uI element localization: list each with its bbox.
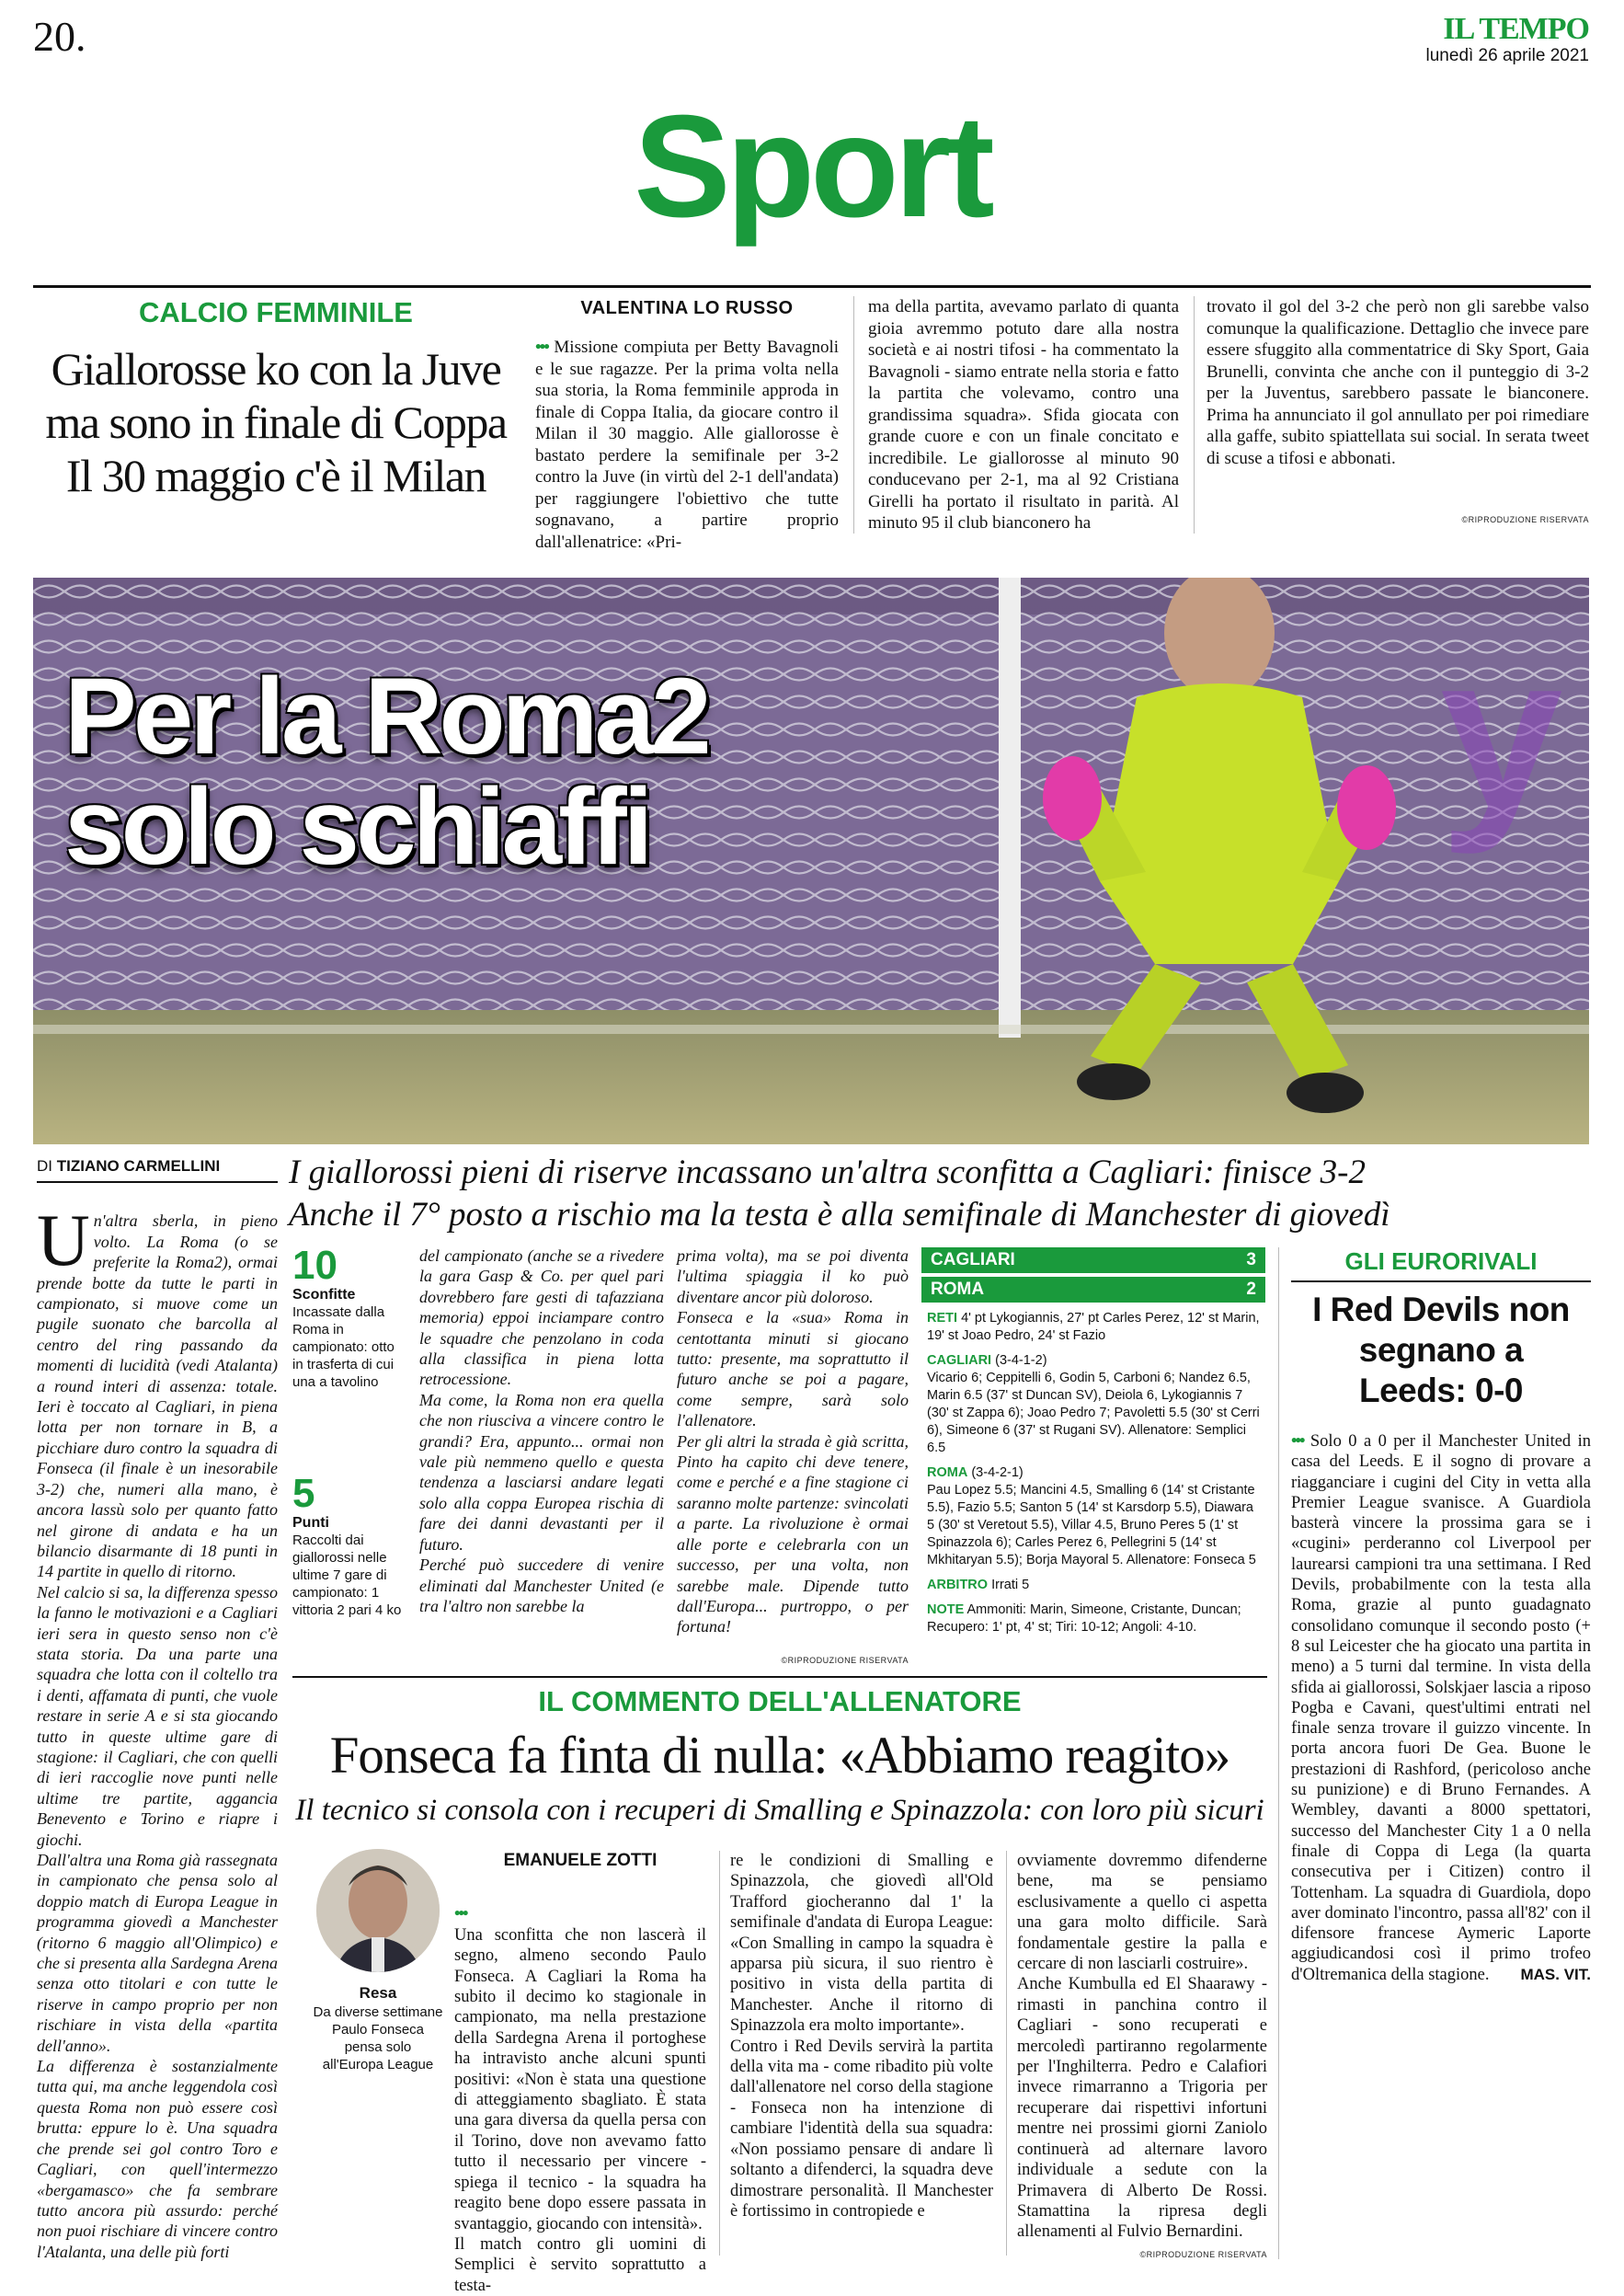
womens-col-1-text: Missione compiuta per Betty Bavagnoli e le sue ragazze. Per la prima volta nella sua storia, la Roma femminile approda in finale di Coppa Italia, da giocare contro il Milan il 30 maggio. Alle giallorosse è bastato perdere la semifinale per 3-2 contro la Juve (in virtù del 2-1 dell'andata) per raggiungere l'obiettivo che tutte sognavano, a partire proprio dall'allenatrice: «Pri- bbox=[535, 338, 840, 552]
coach-byline: EMANUELE ZOTTI bbox=[503, 1851, 658, 1870]
bullet-marker: ••• bbox=[454, 1905, 467, 1924]
scoreboard bbox=[921, 1247, 1265, 1636]
fonseca-portrait bbox=[316, 1849, 440, 1972]
dropcap: U bbox=[37, 1200, 90, 1282]
eurorivali-kicker: GLI EURORIVALI bbox=[1344, 1247, 1538, 1275]
main-col-1-text: n'altra sberla, in pieno volto. La Roma (o se preferite la Roma2), ormai prende botte da tutte le parti in campionato, si muove come un pugile suonato che barcolla al centro del ring passando da momenti di lucidità (vedi Atalanta) a round interi di assenza: totale. Ieri è toccato al Cagliari, in piena lotta per non tornare in B, a picchiare duro contro la squadra di Fonseca (il finale è un inesorabile 3-2) che, numeri alla mano, è ancora lassù solo per quanto fatto nel girone di andata e ha un bilancio disarmante di 18 punti in 14 partite in quello di ritorno. Nel calcio si sa, la differenza spesso la fanno le motivazioni e a Cagliari ieri sera in questo senso non c'è stata storia. Da una parte una squadra che lotta con il coltello tra i denti, affamata di punti, che vuole restare in serie A e si sta giocando tutto in queste ultime gare di stagione: il Cagliari, che con quelli di ieri raccoglie nove punti nelle ultime tre partite, aggancia Benevento e Torino e riapre i giochi. Dall'altra una Roma già rassegnata in campionato che pensa solo al doppio match di Europa League in programma giovedì a Manchester (ritorno 6 maggio all'Olimpico) e che si presenta alla Sardegna Arena senza otto titolari e con tutte le riserve in campo proprio per non rischiare in vista della «partita dell'anno». La differenza è sostanzialmente tutta qui, ma anche leggendola così questa Roma non può essere così brutta: eppure lo è. Una squadra che prende sei gol contro Toro e Cagliari, con quell'intermezzo «bergamasco» che fa sembrare tutto ancora più assurdo: perché non puoi rischiare di vincere contro l'Atalanta, una delle più forti bbox=[37, 1211, 278, 2261]
column-divider bbox=[853, 296, 854, 534]
byline-prefix: DI bbox=[37, 1157, 52, 1175]
copyright-note: ©RIPRODUZIONE RISERVATA bbox=[1139, 2250, 1267, 2259]
fonseca-avatar bbox=[316, 1849, 440, 1972]
stat-box-1 bbox=[292, 1243, 408, 1391]
roma-lineup: ROMA (3-4-2-1) Pau Lopez 5.5; Mancini 4.5, Smalling 6 (14' st Cristante 5.5), Fazio 5.5; Santon 5 (14' st Karsdorp 5.5), Diawara 5 (30' st Veretout 5.5), Villar 4.5, Bruno Peres 5 (1' st Spinazzola 6); Carles Perez 6, Pellegrini 5 (14' st Mkhitaryan 5.5); Borja Mayoral 5. Allenatore: Fonseca 5 bbox=[927, 1465, 1256, 1567]
stat-label: Sconfitte Incassate dalla Roma in campionato: otto in trasferta di cui una a tavolino bbox=[292, 1287, 395, 1390]
womens-col-1 bbox=[535, 337, 839, 553]
main-byline bbox=[37, 1157, 278, 1176]
stat-box-2 bbox=[292, 1471, 408, 1619]
womens-col-3: trovato il gol del 3-2 che però non gli sarebbe valso comunque la qualificazione. Dettaglio che invece pare essere sfuggito alla commentatrice di Sky Sport, Gaia Brunelli, convinta che anche con il punteggio di 3-2 per la Juventus, sarebbero passate le bianconere. Prima ha annunciato il gol annullato per poi rimediare alla gaffe, subito spiattellata sui social. In serata tweet di scuse a tifosi e abbonati. bbox=[1207, 297, 1589, 468]
column-divider bbox=[719, 1851, 720, 2256]
coach-col-1: ••• Una sconfitta che non lascerà il segno, almeno secondo Paulo Fonseca. A Cagliari la Roma ha subito il decimo ko stagionale in campionato, ma nella prestazione della Sardegna Arena il portoghese ha intravisto anche alcuni spunti positivi: «Non è stata una questione di atteggiamento sbagliato. È stata una gara diversa da quella persa con il Torino, dove non avevamo fatto tutto il necessario per vincere - spiega il tecnico - la squadra ha reagito bene dopo essere passata in svantaggio, giocando con intensità». Il match contro gli uomini di Semplici è servito soprattutto a testa- bbox=[454, 1905, 706, 2295]
signature: MAS. VIT. bbox=[1520, 1965, 1591, 1983]
svg-text:y: y bbox=[1440, 608, 1563, 855]
copyright-note: ©RIPRODUZIONE RISERVATA bbox=[1461, 515, 1589, 524]
section-title: Sport bbox=[634, 86, 990, 247]
caption-title: Resa bbox=[359, 1984, 397, 2002]
cagliari-lineup: CAGLIARI (3-4-1-2) Vicario 6; Ceppitelli 6, Godin 5, Carboni 6; Nandez 6.5, Marin 6.5 (37' st Duncan SV), Deiola 6, Lykogiannis 7 (30' st Zappa 6); Joao Pedro 7; Pavoletti 5.5 (30' st Cerri 6), Simeone 6 (37' st Rugani SV). Allenatore: Semplici 6.5 bbox=[927, 1353, 1260, 1455]
bullet-marker: ••• bbox=[1291, 1432, 1304, 1451]
issue-date: lunedì 26 aprile 2021 bbox=[1425, 46, 1589, 65]
portrait-caption bbox=[313, 1983, 443, 2073]
main-headline-line-2: solo schiaffi bbox=[64, 766, 650, 888]
main-deck-line-2: Anche il 7° posto a rischio ma la testa è alla semifinale di Manchester di giovedì bbox=[289, 1196, 1390, 1234]
copyright-note: ©RIPRODUZIONE RISERVATA bbox=[781, 1656, 909, 1665]
byline-rule bbox=[37, 1181, 278, 1183]
eurorivali-box bbox=[1291, 1247, 1591, 1985]
womens-kicker: CALCIO FEMMINILE bbox=[139, 296, 413, 328]
womens-headline: Giallorosse ko con la Juve ma sono in finale di Coppa Il 30 maggio c'è il Milan bbox=[45, 343, 507, 501]
home-score: 3 bbox=[1246, 1250, 1256, 1269]
column-divider bbox=[1278, 1247, 1279, 2259]
eurorivali-headline: I Red Devils non segnano a Leeds: 0-0 bbox=[1312, 1291, 1570, 1409]
womens-col-2: ma della partita, avevamo parlato di quanta gioia avremmo potuto dare alla nostra società e ai nostri tifosi - ha commentato la Bavagnoli - siamo entrate nella storia e fatto la partita che volevamo, contro una grandissima squadra». Sfida giocata con grande cuore e con un finale concitato e incredibile. Le giallorosse al minuto 90 conducevano per 2-1, ma al 92 Cristiana Girelli ha portato il risultato in parità. Al minuto 95 il club bianconero ha bbox=[868, 297, 1179, 533]
stat-number: 10 bbox=[292, 1243, 337, 1288]
main-col-3: del campionato (anche se a rivedere la gara Gasp & Co. per quel pari dovrebbero fare gesti di tafazziana memoria) eppoi inciampare contro le squadre che penzolano in coda alla classifica in piena lotta retrocessione. Ma come, la Roma non era quella che non riusciva a vincere contro le grandi? Era, appunto... ormai non vale più nemmeno quello e questa tendenza a lasciarsi andare legati solo alla coppa Europea rischia di fare dei danni devastanti per il futuro. Perché può succedere di venire eliminati dal Manchester United (e tra l'altro non sarebbe la bbox=[419, 1246, 664, 1615]
main-col-4: prima volta), ma se poi diventa l'ultima spiaggia il ko può diventare ancor più doloroso. Fonseca e la «sua» Roma in centottanta minuti si giocano tutto: presente, ma soprattutto il futuro anche se poi a pagare, come sempre, sarà solo l'allenatore. Per gli altri la strada è già scritta, Pinto ha capito chi deve tenere, come e perché e a fine stagione ci saranno molte partenze: svincolati a parte. La rivoluzione è ormai alle porte e celebrarla con un successo, per una volta, non sarebbe male. Dipende tutto dall'Europa... purtroppo, o per fortuna! bbox=[677, 1246, 909, 1636]
coach-headline: Fonseca fa finta di nulla: «Abbiamo reagito» bbox=[329, 1727, 1230, 1785]
womens-byline: VALENTINA LO RUSSO bbox=[580, 298, 794, 318]
coach-col-2: re le condizioni di Smalling e Spinazzola, che giovedì all'Old Trafford giocheranno dal 1' la semifinale d'andata di Europa League: «Con Smalling in campo la squadra è apparsa più sicura, il suo rientro è positivo in vista della partita di Manchester. Anche il ritorno di Spinazzola era molto importante». Contro i Red Devils servirà la partita della vita ma - come ribadito più volte dall'allenatore nel corso della stagione - Fonseca non ha intenzione di cambiare l'identità della sua squadra: «Non possiamo pensare di andare lì soltanto a difenderci, la squadra deve dimostrare personalità. Il Manchester è fortissimo in contropiede e bbox=[730, 1852, 993, 2221]
kicker-rule bbox=[1291, 1280, 1591, 1282]
referee-row: ARBITRO Irrati 5 bbox=[927, 1578, 1030, 1592]
coach-top-rule bbox=[292, 1676, 1267, 1678]
bullet-marker: ••• bbox=[535, 338, 548, 357]
home-team: CAGLIARI bbox=[931, 1250, 1015, 1269]
masthead-rule bbox=[33, 285, 1591, 288]
coach-kicker: IL COMMENTO DELL'ALLENATORE bbox=[538, 1685, 1022, 1717]
column-divider bbox=[1006, 1851, 1007, 2256]
away-team: ROMA bbox=[931, 1280, 985, 1299]
score-away-row bbox=[921, 1277, 1265, 1303]
main-headline-line-1: Per la Roma2 bbox=[64, 656, 708, 777]
coach-col-3: ovviamente dovremmo difenderne bene, ma se pensiamo esclusivamente a quello ci aspetta una gara molto difficile. Sarà fondamentale gestire la palla e cercare di non lasciarli costruire». Anche Kumbulla ed El Shaarawy - rimasti in panchina contro il Cagliari - sono recuperati e mercoledì partiranno regolarmente per l'Inghilterra. Pedro e Calafiori invece rimarranno a Trigoria per recuperare dai rispettivi infortuni mentre nei prossimi giorni Zaniolo continuerà ad alternare lavoro individuale a sedute con la Primavera di Alberto De Rossi. Stamattina la ripresa degli allenamenti al Fulvio Bernardini. bbox=[1017, 1852, 1267, 2242]
main-col-1 bbox=[37, 1190, 278, 2262]
goals-row: RETI 4' pt Lykogiannis, 27' pt Carles Perez, 12' st Marin, 19' st Joao Pedro, 24' st Fazio bbox=[927, 1311, 1260, 1343]
coach-deck: Il tecnico si consola con i recuperi di Smalling e Spinazzola: con loro più sicuri bbox=[295, 1794, 1264, 1827]
newspaper-logo: IL TEMPO bbox=[1443, 12, 1589, 46]
column-divider bbox=[1194, 296, 1195, 534]
notes-row: NOTE Ammoniti: Marin, Simeone, Cristante, Duncan; Recupero: 1' pt, 4' st; Tiri: 10-12; Angoli: 4-10. bbox=[927, 1602, 1241, 1635]
away-score: 2 bbox=[1246, 1280, 1256, 1299]
page-number: 20. bbox=[33, 13, 86, 60]
stat-label: Punti Raccolti dai giallorossi nelle ultime 7 gare di campionato: 1 vittoria 2 pari 4 ko bbox=[292, 1515, 402, 1618]
main-deck-line-1: I giallorossi pieni di riserve incassano un'altra sconfitta a Cagliari: finisce 3-2 bbox=[289, 1154, 1366, 1191]
eurorivali-text: ••• Solo 0 a 0 per il Manchester United in casa del Leeds. E il sogno di provare a riagganciare i cugini del City in vetta alla Premier League svanisce. A Guardiola basterà vincere la prossima gara se i «cugini» perderanno col Liverpool per laurearsi campioni tra una settimana. I Red Devils, probabilmente con la testa alla Roma, grazie al punto guadagnato consolidano comunque il secondo posto (+ 8 sul Leicester che ha giocato una partita in meno) a 5 turni dal termine. In vista della sfida ai giallorossi, Solskjaer lascia a riposo Pogba e Cavani, quest'ultimi entrati nel finale senza trovare il guizzo vincente. In porta ancora fuori De Gea. Buone le prestazioni di Rashford, (pericoloso anche su punizione) e di Bruno Fernandes. A Wembley, davanti a 8000 spettatori, successo del Manchester City 1 a 0 nella finale di Coppa di Lega (la quarta consecutiva per i Citizen) contro il Tottenham. La squadra di Guardiola, dopo aver dominato l'incontro, passa all'82' con il difensore francese Aymeric Laporte aggiudicandosi così il primo trofeo d'Oltremanica della stagione. MAS. VIT. bbox=[1291, 1432, 1592, 1984]
caption-text: Da diverse settimane Paulo Fonseca pensa solo all'Europa League bbox=[313, 2004, 443, 2072]
byline-author: TIZIANO CARMELLINI bbox=[56, 1157, 221, 1175]
stat-number: 5 bbox=[292, 1471, 315, 1516]
score-home-row bbox=[921, 1247, 1265, 1273]
